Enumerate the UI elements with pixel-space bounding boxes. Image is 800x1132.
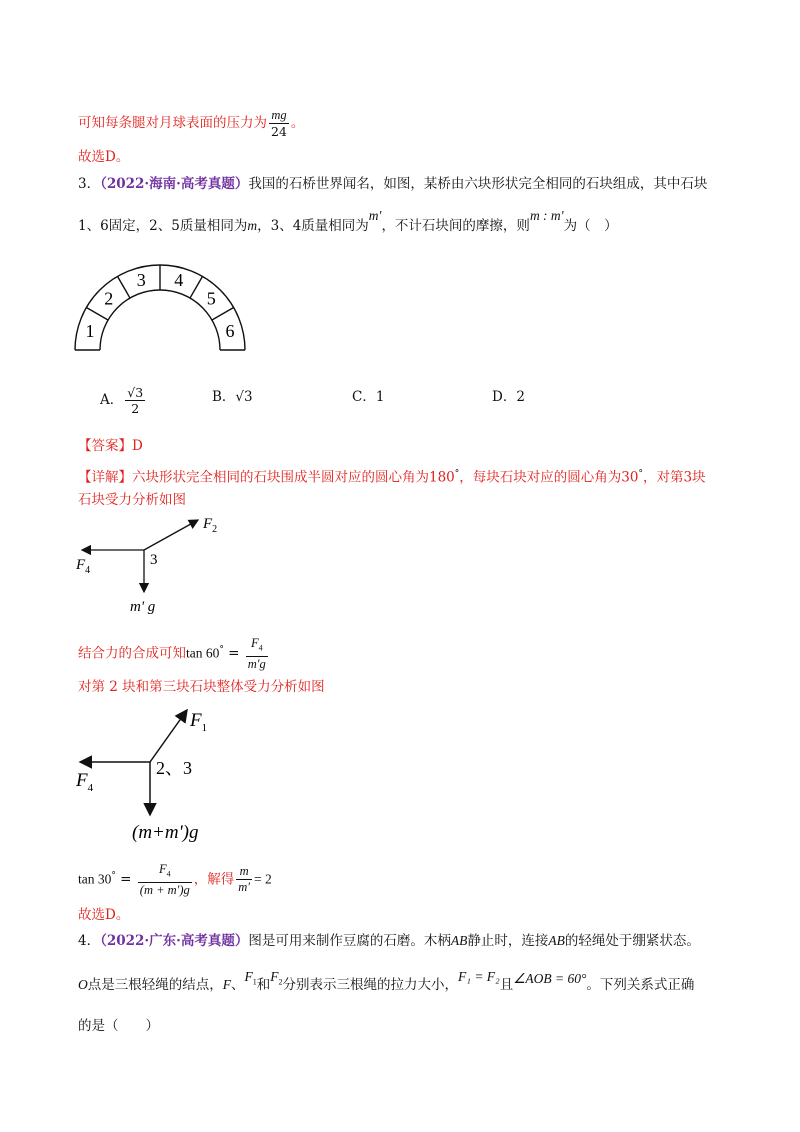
q4-stem-line3: 的是（ ） [78,1018,159,1034]
q3-source-tag: （2022·海南·高考真题） [100,176,249,192]
block-label: 3 [150,552,158,568]
q4-stem1a: 图是可用来制作豆腐的石磨。木柄 [248,933,451,949]
q4-f1: $F_1$ [244,969,257,987]
combine-text: 结合力的合成可知 [78,645,186,662]
option-a-den: 2 [131,401,140,416]
q4-source-tag: （2022·广东·高考真题） [100,933,249,949]
arch-joint [86,308,108,321]
option-a-num: √3 [127,385,144,400]
arch-joint [118,276,131,298]
f2-label: $F_2$ [203,516,218,535]
q4-stem1b: 静止时，连接 [467,933,549,949]
prev-frac-den: 24 [271,124,287,139]
q3-mass-mprime: m' [368,208,382,223]
detail1a: 【详解】六块形状完全相同的石块围成半圆对应的圆心角为180 [78,469,455,486]
q4-o: O [78,977,88,992]
q3-mass-m: m [247,218,258,233]
q3-option-b[interactable] [212,387,253,407]
q4-angle: ∠AOB = 60° [513,971,587,986]
prev-fraction [269,108,289,139]
tan30: tan 30 [78,871,112,887]
tan30-den: (m + m')g [139,882,190,897]
f4-label: $F_4$ [76,557,91,576]
f4-label-2: $F_4$ [76,770,94,794]
q3-number: 3． [78,176,101,192]
arch-block-label: 5 [206,288,216,309]
q3-stem2a: 1、6固定，2、5质量相同为 [78,218,248,234]
q3-option-a[interactable] [100,385,147,416]
arch-block-label: 2 [104,288,114,309]
q4-f2: $F_2$ [270,969,283,987]
q3-option-d[interactable]: D．2 [492,389,525,405]
solve-fraction [236,864,252,895]
tan60: tan 60 [186,645,220,661]
q3-detail-line2: 石块受力分析如图 [78,492,186,508]
q4-stem2d: 。下列关系式正确 [586,977,695,993]
f2-arrow [144,520,198,550]
q4-stem1c: 的轻绳处于绷紧状态。 [564,933,700,949]
detail1b: ，每块石块对应的圆心角为30 [459,469,639,486]
tan60-num: $F_4$ [246,636,268,657]
q4-ab2: AB [548,933,565,948]
q3-detail-line1: 【详解】六块形状完全相同的石块围成半圆对应的圆心角为180°，每块石块对应的圆心角为30°，对第3块 [78,469,706,486]
whole-line: 对第 2 块和第三块石块整体受力分析如图 [78,679,325,695]
q4-stem-line1 [78,931,700,951]
weight-label: m' g [130,599,156,615]
tan30-line: tan 30° = $\frac{F_4}{(m + m')g}$ ，解得 $\frac{m}{m'}$ = 2 [78,862,272,897]
f1-label: $F_1$ [190,710,208,734]
prev-period: 。 [290,115,305,131]
tan60-fraction [246,636,268,672]
q4-eq: F₁ = F₂ [458,969,500,984]
q3-final-answer: 故选D。 [78,907,130,923]
q4-qie: 且 [499,977,514,993]
option-b-value: √3 [235,389,253,405]
tan30-fraction [138,862,192,898]
solve-num: m [236,864,252,880]
force-diagram-block23 [70,700,240,845]
prev-result-line [78,108,304,139]
arch-block-label: 1 [85,321,95,342]
q3-stem2b: ，3、4质量相同为 [257,218,369,234]
arch-joint [212,308,234,321]
weight-label-2: (m+m')g [132,822,199,843]
prev-answer: 故选D。 [78,149,130,165]
q4-stem2a: 点是三根轻绳的结点， [87,977,223,993]
q3-stem-line2 [78,208,618,236]
prev-frac-num: mg [269,108,289,124]
option-b-label: B． [212,389,236,405]
q3-stem-line1 [78,174,707,194]
block23-label: 2、3 [156,758,192,778]
combine-line: 结合力的合成可知tan 60° = $\frac{F_4}{m'g}$ [78,636,266,671]
q4-stem-line2 [78,969,695,1001]
arch-block-label: 4 [174,269,184,290]
q4-ab1: AB [450,933,468,948]
solve-text: ，解得 [193,871,235,888]
detail1c: ，对第3块 [642,469,706,486]
q3-stem2c: ，不计石块间的摩擦，则 [381,218,530,234]
solve-result: = 2 [253,871,272,887]
option-a-fraction [125,385,145,416]
q3-stem1: 我国的石桥世界闻名，如图，某桥由六块形状完全相同的石块组成，其中石块 [248,176,708,192]
q3-stem2d: 为（ ） [563,218,618,234]
prev-result-text: 可知每条腿对月球表面的压力为 [78,115,267,131]
q4-stem2c: 分别表示三根绳的拉力大小， [282,977,458,993]
q4-number: 4． [78,933,101,949]
arch-bridge-figure [70,260,250,355]
arch-block-label: 3 [136,269,146,290]
q4-he: 和 [256,977,271,993]
option-a-label: A． [100,392,124,408]
arch-joint [190,276,203,298]
f1-arrow [150,710,187,762]
q3-answer: 【答案】D [78,438,143,454]
solve-den: m' [238,880,250,895]
tan30-num: $F_4$ [138,862,192,883]
q4-stem2b: 、 [231,977,245,993]
force-diagram-block3 [70,512,230,617]
q3-option-c[interactable]: C．1 [352,389,385,405]
q4-f: F [222,977,231,992]
arch-block-label: 6 [225,321,235,342]
q3-ratio: m : m' [529,208,564,223]
tan60-den: m'g [247,656,266,671]
